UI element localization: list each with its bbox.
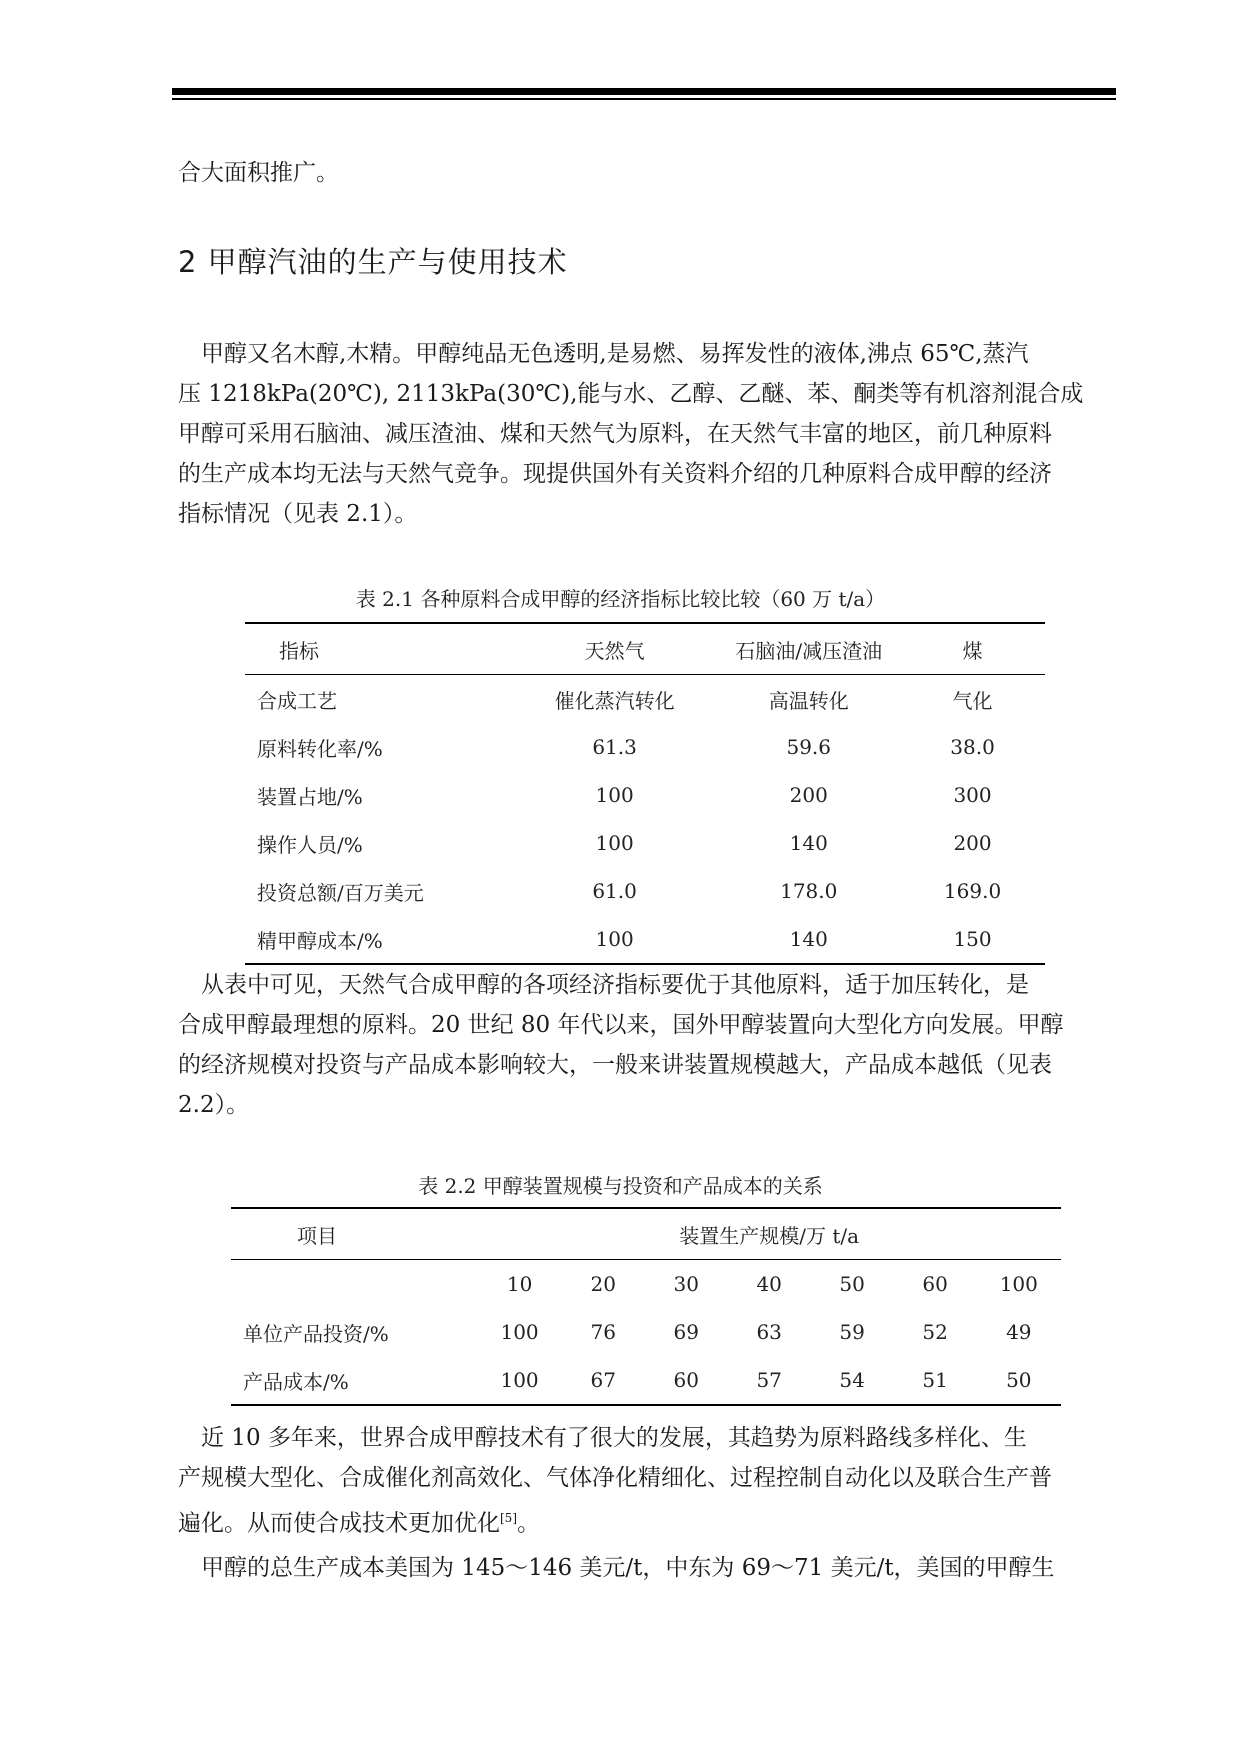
- table-cell: 50: [839, 1272, 865, 1296]
- table-cell: 产品成本/%: [243, 1369, 349, 1394]
- table-header-row: [231, 1208, 1061, 1260]
- text-line: 产规模大型化、合成催化剂高效化、气体净化精细化、过程控制自动化以及联合生产普: [178, 1465, 1052, 1491]
- section-heading: 2 甲醇汽油的生产与使用技术: [178, 245, 568, 279]
- table-cell: 49: [1006, 1320, 1032, 1344]
- table-row: [245, 819, 1045, 867]
- table-header-cell: 装置生产规模/万 t/a: [477, 1208, 1061, 1260]
- table-cell: 52: [922, 1320, 948, 1344]
- paragraph-2: [178, 965, 1108, 1125]
- table-cell: 69: [673, 1320, 699, 1344]
- text-line: 甲醇又名木醇,木精。甲醇纯品无色透明,是易燃、易挥发性的液体,沸点 65℃,蒸汽: [178, 341, 1029, 367]
- table-header-row: [245, 623, 1045, 675]
- table-cell: 100: [595, 783, 634, 807]
- table-cell: 150: [953, 927, 992, 951]
- text-line: 甲醇的总生产成本美国为 145～146 美元/t，中东为 69～71 美元/t，美国的甲醇生: [178, 1555, 1055, 1581]
- text-line: 合成甲醇最理想的原料。20 世纪 80 年代以来，国外甲醇装置向大型化方向发展。甲醇: [178, 1012, 1064, 1038]
- table-cell: 原料转化率/%: [257, 736, 383, 761]
- table-cell: 40: [756, 1272, 782, 1296]
- table-cell: 59: [839, 1320, 865, 1344]
- table-2: [231, 1207, 1061, 1406]
- table-cell: 投资总额/百万美元: [257, 880, 424, 905]
- table-cell: 10: [506, 1272, 533, 1296]
- table-header-cell: 指标: [245, 623, 512, 675]
- text-segment: 。: [517, 1510, 540, 1537]
- table-1-caption: 表 2.1 各种原料合成甲醇的经济指标比较比较（60 万 t/a）: [355, 587, 886, 611]
- text-line: [178, 1498, 1108, 1544]
- table-cell: 30: [673, 1272, 699, 1296]
- text-line: 甲醇可采用石脑油、减压渣油、煤和天然气为原料，在天然气丰富的地区，前几种原料: [178, 421, 1052, 447]
- table-cell: 60: [673, 1368, 699, 1392]
- table-cell: [231, 1260, 477, 1309]
- table-header-cell: 项目: [231, 1208, 477, 1260]
- table-cell: 61.3: [592, 735, 637, 759]
- paragraph-1: [178, 334, 1108, 534]
- table-header-cell: 煤: [900, 623, 1045, 675]
- header-rule: [172, 88, 1116, 100]
- text-line: 从表中可见，天然气合成甲醇的各项经济指标要优于其他原料，适于加压转化，是: [178, 972, 1029, 998]
- text-line: 2.2）。: [178, 1092, 250, 1118]
- text-line: 的经济规模对投资与产品成本影响较大，一般来讲装置规模越大，产品成本越低（见表: [178, 1052, 1052, 1078]
- table-cell: 300: [953, 783, 992, 807]
- table-row: [245, 723, 1045, 771]
- table-cell: 100: [999, 1272, 1038, 1296]
- table-cell: 76: [590, 1320, 616, 1344]
- table-cell: 高温转化: [768, 688, 849, 713]
- table-cell: 精甲醇成本/%: [257, 928, 383, 953]
- table-cell: 气化: [952, 688, 993, 713]
- table-cell: 178.0: [780, 879, 838, 903]
- table-row: [231, 1260, 1061, 1309]
- table-cell: 操作人员/%: [257, 832, 363, 857]
- table-cell: 57: [756, 1368, 782, 1392]
- text-line: 的生产成本均无法与天然气竞争。现提供国外有关资料介绍的几种原料合成甲醇的经济: [178, 461, 1052, 487]
- paragraph-3: [178, 1418, 1108, 1544]
- table-cell: 54: [839, 1368, 865, 1392]
- table-cell: 200: [953, 831, 992, 855]
- table-cell: 合成工艺: [257, 688, 337, 713]
- table-row: [245, 915, 1045, 964]
- table-cell: 100: [500, 1320, 539, 1344]
- table-cell: 100: [595, 927, 634, 951]
- table-cell: 38.0: [950, 735, 995, 759]
- table-cell: 140: [789, 831, 828, 855]
- table-row: [245, 771, 1045, 819]
- table-cell: 50: [1006, 1368, 1032, 1392]
- text-line: 指标情况（见表 2.1）。: [178, 501, 418, 527]
- table-cell: 100: [595, 831, 634, 855]
- table-row: [231, 1356, 1061, 1405]
- table-cell: 51: [922, 1368, 948, 1392]
- table-cell: 装置占地/%: [257, 784, 363, 809]
- table-cell: 61.0: [592, 879, 637, 903]
- table-cell: 100: [500, 1368, 539, 1392]
- citation-mark: [5]: [500, 1511, 517, 1525]
- table-row: [245, 675, 1045, 724]
- text-line: 近 10 多年来，世界合成甲醇技术有了很大的发展，其趋势为原料路线多样化、生: [178, 1425, 1027, 1451]
- table-cell: 60: [922, 1272, 948, 1296]
- table-2-caption: 表 2.2 甲醇装置规模与投资和产品成本的关系: [418, 1174, 823, 1198]
- table-row: [231, 1308, 1061, 1356]
- table-cell: 59.6: [786, 735, 831, 759]
- continued-paragraph: [178, 153, 1108, 193]
- table-cell: 169.0: [943, 879, 1002, 903]
- table-cell: 140: [789, 927, 828, 951]
- table-cell: 63: [756, 1320, 782, 1344]
- table-cell: 67: [590, 1368, 616, 1392]
- text-segment: 遍化。从而使合成技术更加优化: [178, 1510, 500, 1537]
- table-cell: 单位产品投资/%: [243, 1321, 389, 1346]
- paragraph-4: [178, 1548, 1108, 1588]
- text-line: 压 1218kPa(20℃), 2113kPa(30℃),能与水、乙醇、乙醚、苯、酮类等有机溶剂混合成: [178, 381, 1084, 407]
- table-header-cell: 天然气: [512, 623, 718, 675]
- table-cell: 催化蒸汽转化: [554, 688, 675, 713]
- table-cell: 20: [590, 1272, 616, 1296]
- table-1: [245, 622, 1045, 965]
- table-row: [245, 867, 1045, 915]
- table-cell: 200: [789, 783, 828, 807]
- table-header-cell: 石脑油/减压渣油: [717, 623, 900, 675]
- continued-text: 合大面积推广。: [178, 160, 339, 186]
